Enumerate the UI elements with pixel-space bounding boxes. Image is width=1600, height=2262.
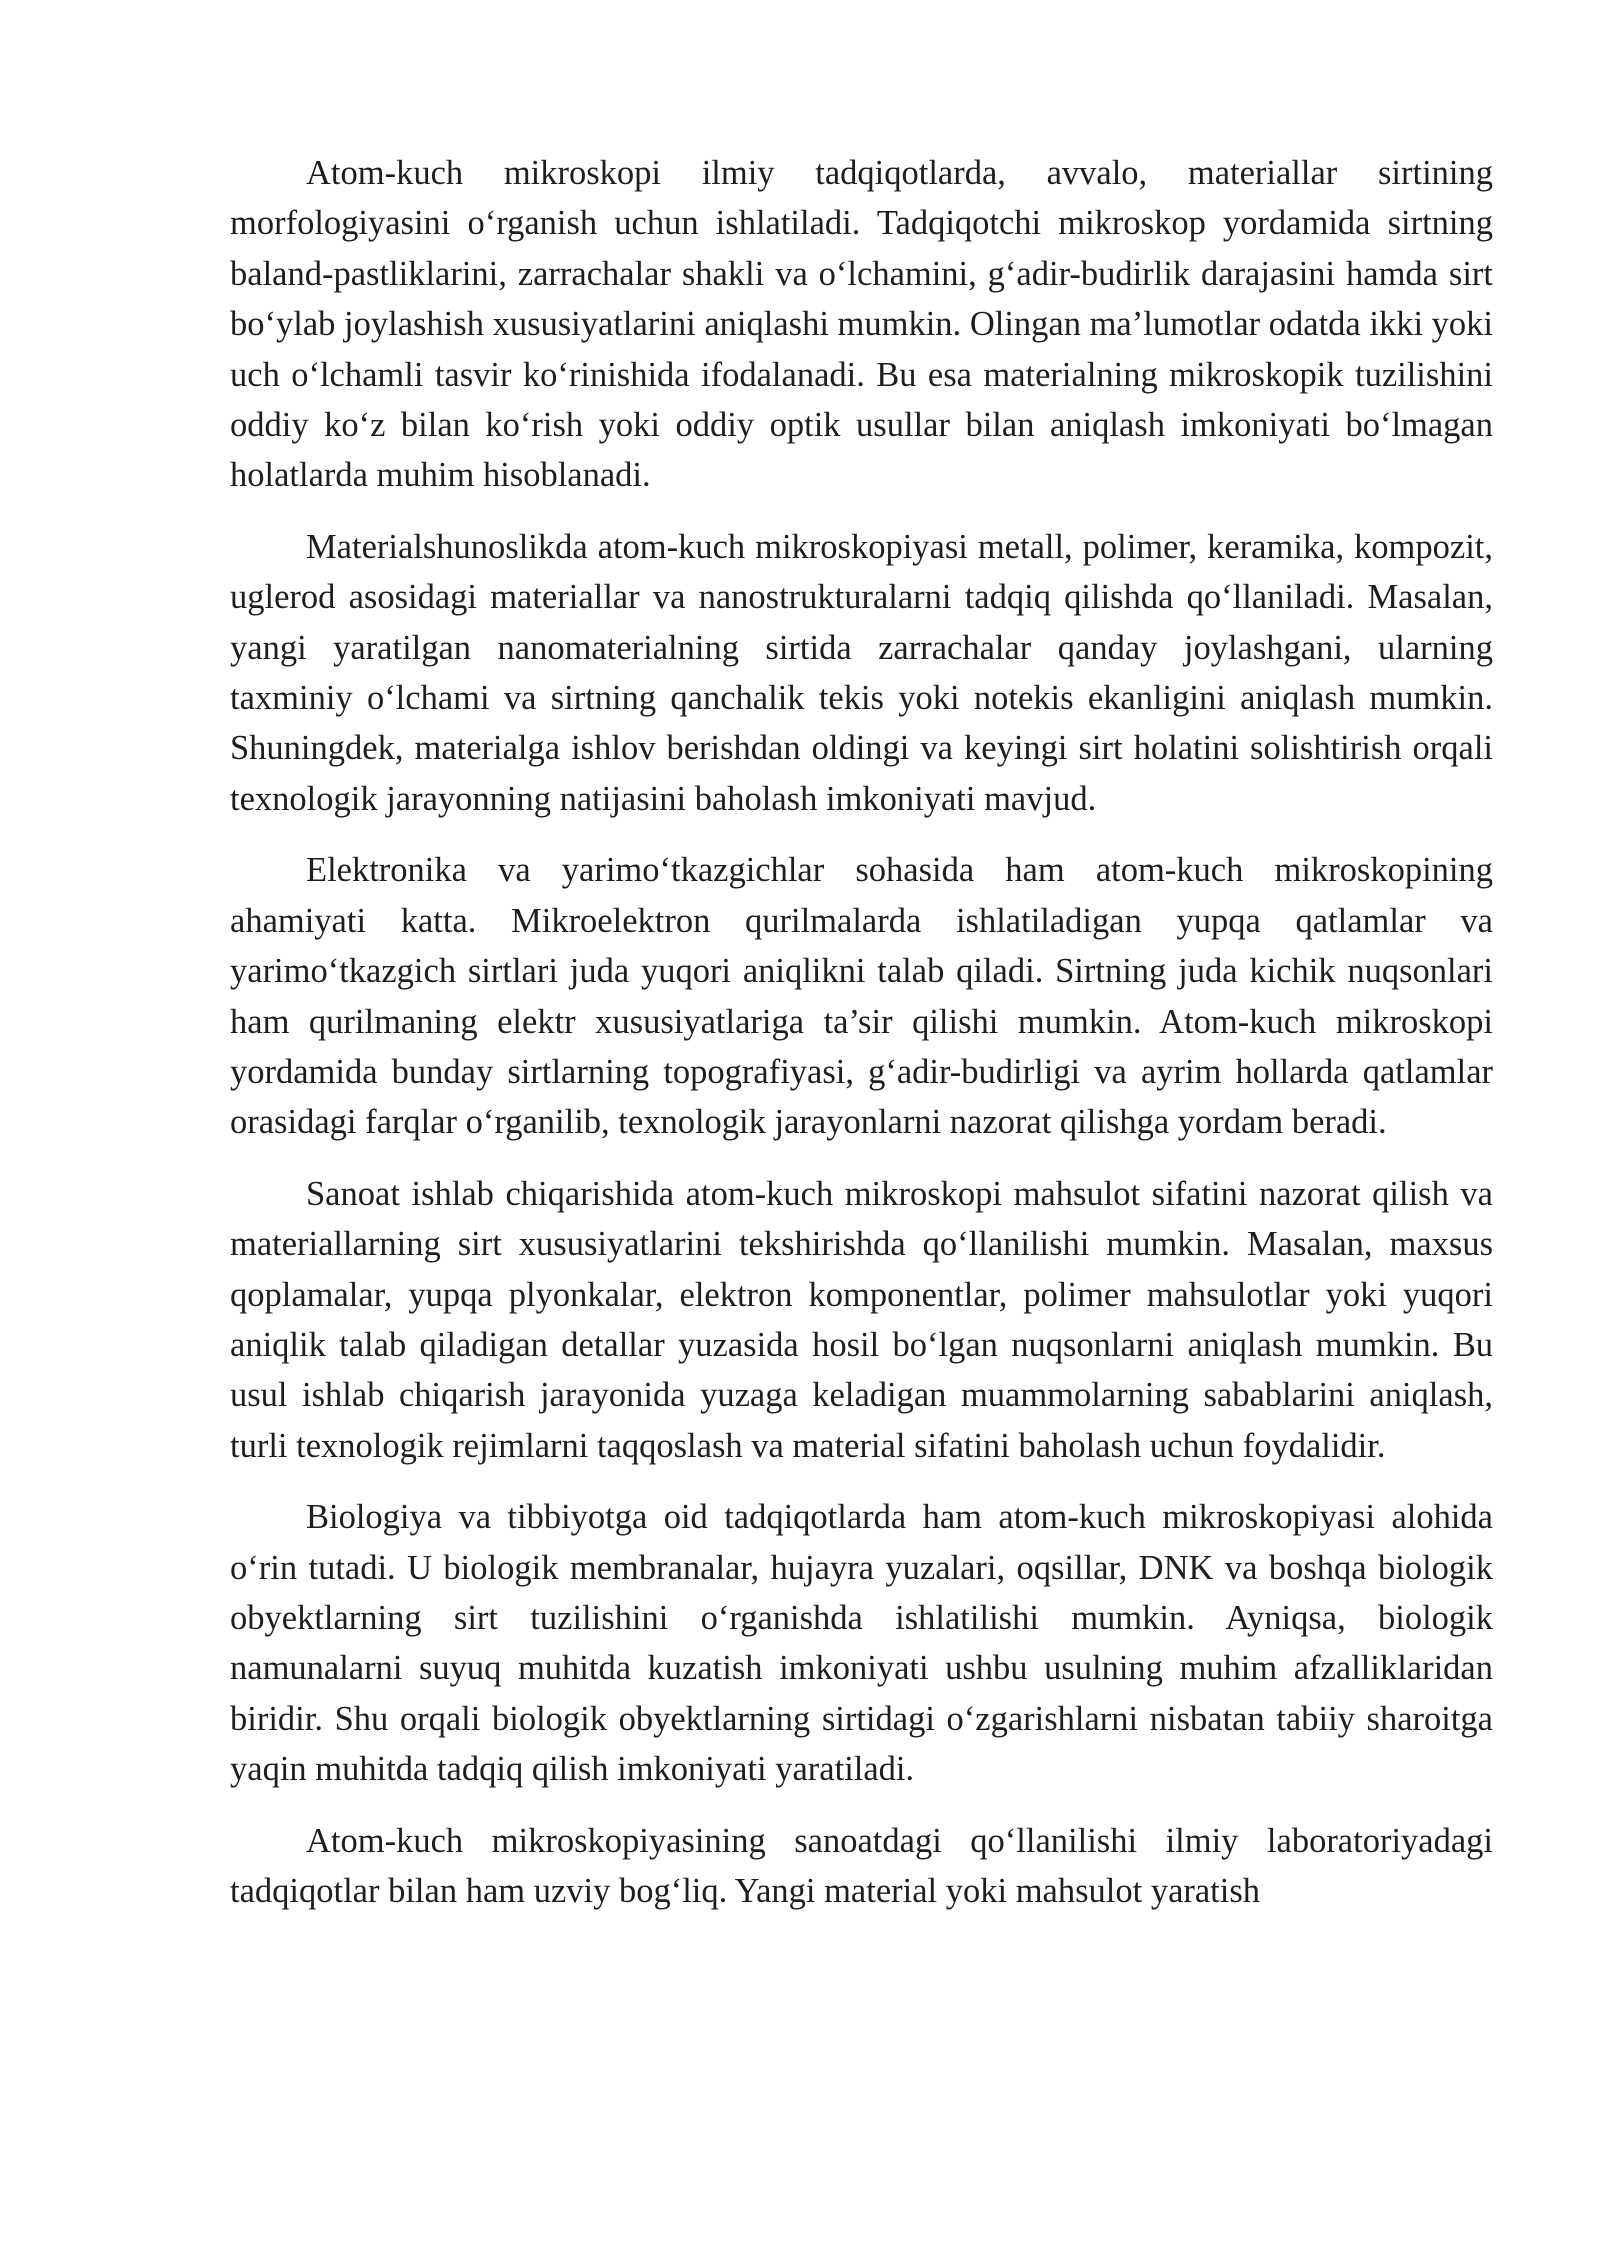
paragraph-biology: Biologiya va tibbiyotga oid tadqiqotlarda ham atom-kuch mikroskopiyasi alohida o‘rin tutadi. U biologik membranalar, hujayra yuzalari, oqsillar, DNK va boshqa biologik obyektlarning sirt tuzilishini o‘rganishda ishlatilishi mumkin. Ayniqsa, biologik namunalarni suyuq muhitda kuzatish imkoniyati ushbu usulning muhim afzalliklaridan biridir. Shu orqali biologik obyektlarning sirtidagi o‘zgarishlarni nisbatan tabiiy sharoitga yaqin muhitda tadqiq qilish imkoniyati yaratiladi.	[230, 1498, 1493, 1789]
paragraph-surface-morphology: Atom-kuch mikroskopi ilmiy tadqiqotlarda, avvalo, materiallar sirtining morfologiyasini o‘rganish uchun ishlatiladi. Tadqiqotchi mikroskop yordamida sirtning baland-pastliklarini, zarrachalar shakli va o‘lchamini, g‘adir-budirlik darajasini hamda sirt bo‘ylab joylashish xususiyatlarini aniqlashi mumkin. Olingan ma’lumotlar odatda ikki yoki uch o‘lchamli tasvir ko‘rinishida ifodalanadi. Bu esa materialning mikroskopik tuzilishini oddiy ko‘z bilan ko‘rish yoki oddiy optik usullar bilan aniqlash imkoniyati bo‘lmagan holatlarda muhim hisoblanadi.	[230, 154, 1493, 495]
paragraph-industry: Sanoat ishlab chiqarishida atom-kuch mikroskopi mahsulot sifatini nazorat qilish va materiallarning sirt xususiyatlarini tekshirishda qo‘llanilishi mumkin. Masalan, maxsus qoplamalar, yupqa plyonkalar, elektron komponentlar, polimer mahsulotlar yoki yuqori aniqlik talab qiladigan detallar yuzasida hosil bo‘lgan nuqsonlarni aniqlash mumkin. Bu usul ishlab chiqarish jarayonida yuzaga keladigan muammolarning sabablarini aniqlash, turli texnologik rejimlarni taqqoslash va material sifatini baholash uchun foydalidir.	[230, 1174, 1493, 1465]
document-body	[230, 148, 1493, 1937]
paragraph-industrial-application: Atom-kuch mikroskopiyasining sanoatdagi qo‘llanilishi ilmiy laboratoriyadagi tadqiqotlar bilan ham uzviy bog‘liq. Yangi material yoki mahsulot yaratish	[230, 1821, 1493, 1910]
paragraph-electronics: Elektronika va yarimo‘tkazgichlar sohasida ham atom-kuch mikroskopining ahamiyati katta. Mikroelektron qurilmalarda ishlatiladigan yupqa qatlamlar va yarimo‘tkazgich sirtlari juda yuqori aniqlikni talab qiladi. Sirtning juda kichik nuqsonlari ham qurilmaning elektr xususiyatlariga ta’sir qilishi mumkin. Atom-kuch mikroskopi yordamida bunday sirtlarning topografiyasi, g‘adir-budirligi va ayrim hollarda qatlamlar orasidagi farqlar o‘rganilib, texnologik jarayonlarni nazorat qilishga yordam beradi.	[230, 851, 1493, 1142]
paragraph-materials-science: Materialshunoslikda atom-kuch mikroskopiyasi metall, polimer, keramika, kompozit, uglerod asosidagi materiallar va nanostrukturalarni tadqiq qilishda qo‘llaniladi. Masalan, yangi yaratilgan nanomaterialning sirtida zarrachalar qanday joylashgani, ularning taxminiy o‘lchami va sirtning qanchalik tekis yoki notekis ekanligini aniqlash mumkin. Shuningdek, materialga ishlov berishdan oldingi va keyingi sirt holatini solishtirish orqali texnologik jarayonning natijasini baholash imkoniyati mavjud.	[230, 527, 1493, 818]
